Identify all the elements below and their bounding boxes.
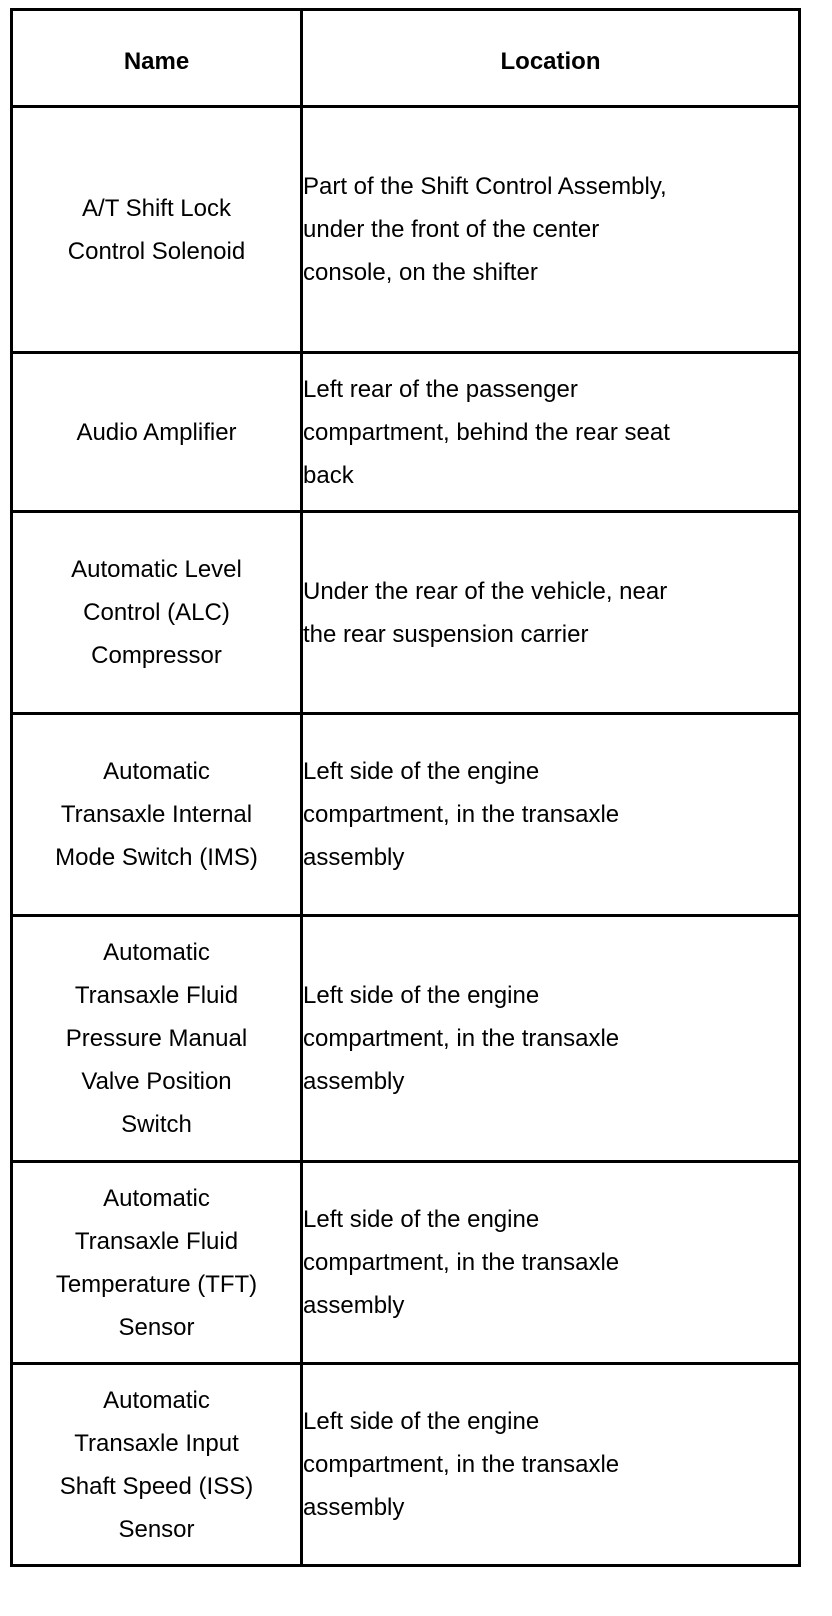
name-line: Automatic <box>103 758 210 785</box>
location-line: console, on the shifter <box>303 259 538 286</box>
name-line: Automatic <box>103 939 210 966</box>
component-name-cell <box>12 1364 302 1566</box>
table-row <box>12 714 800 916</box>
component-location-cell <box>302 512 800 714</box>
name-line: Switch <box>121 1111 192 1138</box>
name-line: Sensor <box>118 1515 195 1543</box>
table-header-row <box>12 10 800 107</box>
component-location-cell <box>302 1364 800 1566</box>
location-line: compartment, behind the rear seat <box>303 418 670 446</box>
location-line: assembly <box>303 1292 405 1319</box>
component-name-cell <box>12 353 302 512</box>
name-line: Mode Switch (IMS) <box>55 844 258 871</box>
component-name-cell <box>12 107 302 353</box>
table-row <box>12 353 800 512</box>
name-line: Control Solenoid <box>67 237 246 265</box>
component-location-cell <box>302 107 800 353</box>
table-row <box>12 1364 800 1566</box>
location-line: assembly <box>303 1068 405 1095</box>
table-row <box>12 512 800 714</box>
name-line: Compressor <box>91 642 222 669</box>
name-line: Transaxle Fluid <box>74 1227 239 1255</box>
location-line: back <box>303 461 354 489</box>
name-line: Transaxle Internal <box>60 801 253 828</box>
component-name-cell <box>12 1162 302 1364</box>
location-line: assembly <box>303 1494 405 1521</box>
name-line: Temperature (TFT) <box>55 1270 258 1298</box>
name-line: Automatic Level <box>71 556 242 583</box>
location-column-header: Location <box>302 10 800 107</box>
name-line: Control (ALC) <box>83 599 230 626</box>
table-row <box>12 107 800 353</box>
component-name-cell <box>12 512 302 714</box>
name-line: Audio Amplifier <box>76 418 237 446</box>
location-line: Left rear of the passenger <box>303 375 578 403</box>
location-line: compartment, in the transaxle <box>303 1249 620 1276</box>
name-line: Transaxle Fluid <box>74 982 239 1009</box>
location-line: Left side of the engine <box>303 758 540 785</box>
table-row <box>12 916 800 1162</box>
location-line: the rear suspension carrier <box>303 620 589 648</box>
component-location-table <box>10 8 801 1567</box>
name-column-header: Name <box>12 10 302 107</box>
location-line: assembly <box>303 844 405 871</box>
name-line: Pressure Manual <box>65 1025 248 1052</box>
name-line: Automatic <box>103 1184 210 1212</box>
component-location-cell <box>302 714 800 916</box>
table-row <box>12 1162 800 1364</box>
component-location-cell <box>302 353 800 512</box>
name-line: Transaxle Input <box>74 1429 239 1457</box>
name-line: Valve Position <box>81 1068 232 1095</box>
location-line: compartment, in the transaxle <box>303 801 620 828</box>
component-location-cell <box>302 916 800 1162</box>
location-line: Left side of the engine <box>303 1408 540 1435</box>
location-line: Left side of the engine <box>303 1206 540 1233</box>
component-name-cell <box>12 916 302 1162</box>
name-line: Shaft Speed (ISS) <box>59 1472 254 1500</box>
name-line: Sensor <box>118 1313 195 1341</box>
location-line: Left side of the engine <box>303 982 540 1009</box>
location-line: Part of the Shift Control Assembly, <box>303 173 667 200</box>
location-line: Under the rear of the vehicle, near <box>303 577 668 605</box>
location-line: compartment, in the transaxle <box>303 1025 620 1052</box>
component-name-cell <box>12 714 302 916</box>
component-location-cell <box>302 1162 800 1364</box>
name-line: A/T Shift Lock <box>82 194 231 222</box>
name-line: Automatic <box>103 1386 210 1414</box>
location-line: compartment, in the transaxle <box>303 1451 620 1478</box>
location-line: under the front of the center <box>303 216 600 243</box>
